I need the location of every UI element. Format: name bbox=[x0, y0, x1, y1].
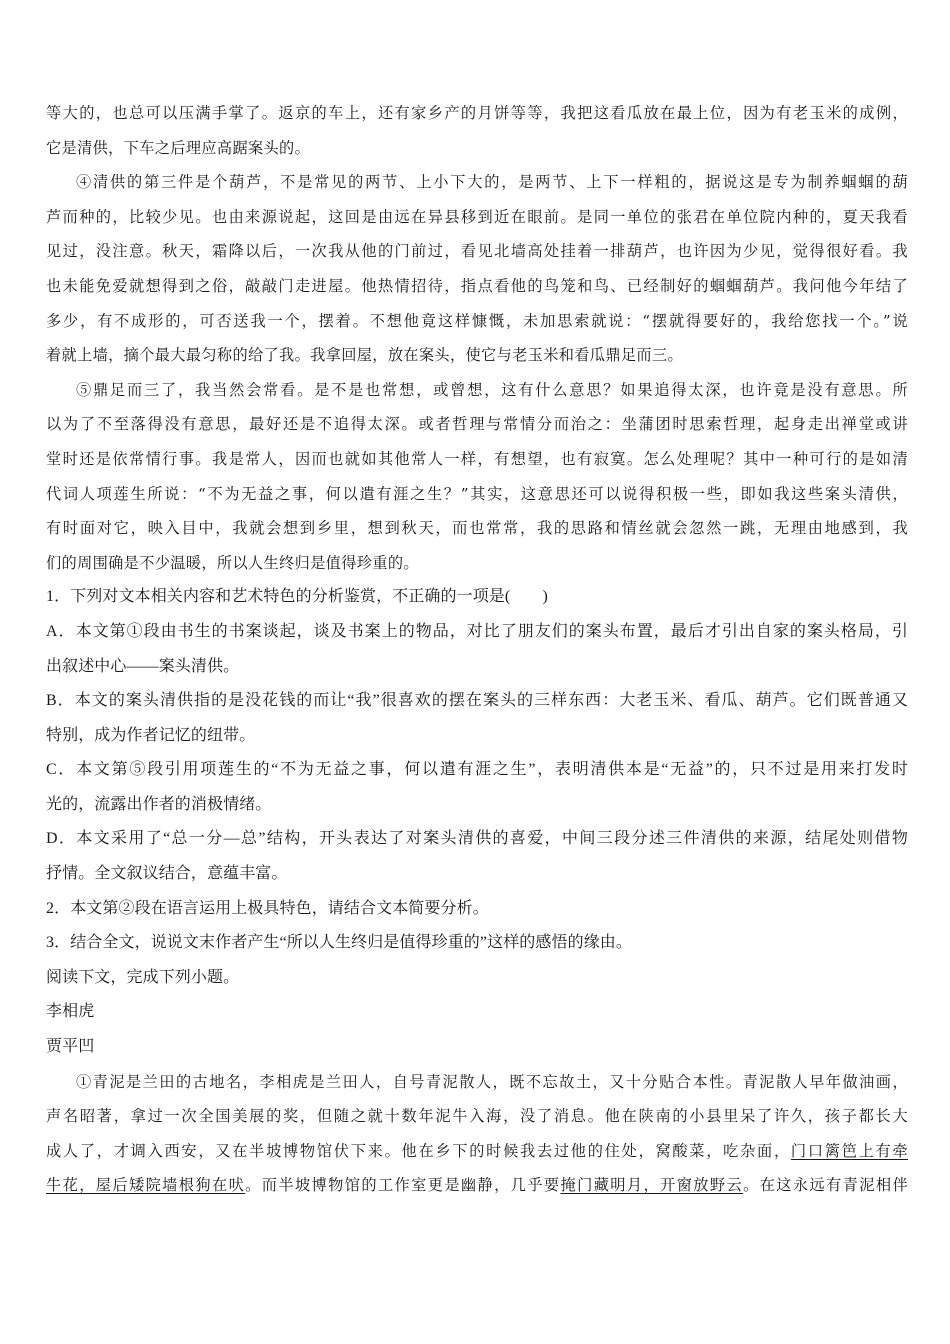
question-1-stem: 1．下列对文本相关内容和艺术特色的分析鉴赏，不正确的一项是( ) bbox=[46, 588, 548, 606]
passage1-p4-line-2: 芦而种的，比较少见。也由来源说起，这回是由远在异县移到近在眼前。是同一单位的张君在单位院内种的，夏天我看 bbox=[46, 207, 908, 226]
underlined-phrase-2: 掩门藏明月，开窗放野云 bbox=[560, 1176, 744, 1195]
passage1-p4-line-5: 多少，有不成形的，可否送我一个，摆着。不想他竟这样慷慨，未加思索就说：“摆就得要好的，我给您找一个。”说 bbox=[46, 311, 908, 330]
option-c-line-1: C．本文第⑤段引用项莲生的“不为无益之事，何以遣有涯之生”，表明清供本是“无益”的，只不过是用来打发时 bbox=[46, 761, 908, 779]
passage1-p5-line-1: ⑤鼎足而三了，我当然会常看。是不是也常想，或曾想，这有什么意思？如果追得太深，也许竟是没有意思。所 bbox=[76, 380, 908, 399]
question-2: 2．本文第②段在语言运用上极具特色，请结合文本简要分析。 bbox=[46, 899, 489, 917]
passage2-title: 李相虎 bbox=[46, 1003, 95, 1021]
underlined-phrase-1a: 门口篱笆上有牵 bbox=[790, 1141, 909, 1160]
passage1-p5-line-4: 代词人项莲生所说：“不为无益之事，何以遣有涯之生？”其实，这意思还可以说得积极一些，即如我这些案头清供， bbox=[46, 484, 908, 503]
option-b-line-1: B．本文的案头清供指的是没花钱的而让“我”很喜欢的摆在案头的三样东西：大老玉米、看瓜、葫芦。它们既普通又 bbox=[46, 692, 908, 710]
passage1-p4-line-1: ④清供的第三件是个葫芦，不是常见的两节、上小下大的，是两节、上下一样粗的，据说这是专为制养蝈蝈的葫 bbox=[76, 173, 908, 192]
passage2-p1-line-4-end: 。在这永远有青泥相伴 bbox=[743, 1176, 909, 1195]
passage1-p3-line-1: 等大的，也总可以压满手掌了。返京的车上，还有家乡产的月饼等等，我把这看瓜放在最上位，因为有老玉米的成例， bbox=[46, 104, 908, 122]
passage1-p4-line-4: 也未能免爱就想得到之俗，敲敲门走进屋。他热情招待，指点看他的鸟笼和鸟、已经制好的蝈蝈葫芦。我问他今年结了 bbox=[46, 276, 908, 295]
passage2-p1-line-4 bbox=[46, 1168, 908, 1203]
passage1-p5-line-5: 有时面对它，映入目中，我就会想到乡里，想到秋天，而也常常，我的思路和情丝就会忽然一跳，无理由地感到，我 bbox=[46, 519, 908, 538]
passage2-p1-line-3 bbox=[46, 1134, 908, 1169]
option-d-line-2: 抒情。全文叙议结合，意蕴丰富。 bbox=[46, 865, 288, 883]
option-c-line-2: 光的，流露出作者的消极情绪。 bbox=[46, 795, 272, 813]
underlined-phrase-1b: 牛花，屋后矮院墙根狗在吠 bbox=[46, 1176, 246, 1195]
option-b-line-2: 特别，成为作者记忆的纽带。 bbox=[46, 726, 256, 744]
passage1-p3-line-2: 它是清供，下车之后理应高踞案头的。 bbox=[46, 138, 311, 157]
passage2-p1-line-4-mid: 。而半坡博物馆的工作室更是幽静，几乎要 bbox=[245, 1176, 561, 1195]
passage2-p1-line-1: ①青泥是兰田的古地名，李相虎是兰田人，自号青泥散人，既不忘故土，又十分贴合本性。青泥散人早年做油画， bbox=[76, 1072, 908, 1091]
passage1-p5-line-2: 以为了不至落得没有意思，最好还是不追得太深。或者哲理与常情分而治之：坐蒲团时思索哲理，起身走出禅堂或讲 bbox=[46, 415, 908, 434]
option-a-line-2: 出叙述中心——案头清供。 bbox=[46, 657, 240, 675]
passage2-p1-line-3-text: 成人了，才调入西安，又在半坡博物馆伏下来。他在乡下的时候我去过他的住处，窝酸菜，吃杂面， bbox=[46, 1141, 791, 1160]
question-3: 3．结合全文，说说文末作者产生“所以人生终归是值得珍重的”这样的感悟的缘由。 bbox=[46, 934, 633, 952]
passage1-p4-line-3: 见过，没注意。秋天，霜降以后，一次我从他的门前过，看见北墙高处挂着一排葫芦，也许因为少见，觉得很好看。我 bbox=[46, 242, 908, 261]
reading-instruction: 阅读下文，完成下列小题。 bbox=[46, 968, 240, 986]
passage2-author: 贾平凹 bbox=[46, 1038, 95, 1056]
option-a-line-1: A．本文第①段由书生的书案谈起，谈及书案上的物品，对比了朋友们的案头布置，最后才引出自家的案头格局，引 bbox=[46, 622, 908, 640]
passage1-p5-line-3: 堂时还是依常情行事。我是常人，因而也就如其他常人一样，有想望，也有寂寞。怎么处理呢？其中一种可行的是如清 bbox=[46, 449, 908, 468]
passage2-p1-line-2: 声名昭著，拿过一次全国美展的奖，但随之就十数年泥牛入海，没了消息。他在陕南的小县里呆了许久，孩子都长大 bbox=[46, 1107, 908, 1126]
passage1-p4-line-6: 着就上墙，摘个最大最匀称的给了我。我拿回屋，放在案头，使它与老玉米和看瓜鼎足而三。 bbox=[46, 346, 684, 365]
document-page bbox=[46, 96, 908, 1203]
option-d-line-1: D．本文采用了“总一分—总”结构，开头表达了对案头清供的喜爱，中间三段分述三件清供的来源，结尾处则借物 bbox=[46, 830, 908, 848]
passage1-p5-line-6: 们的周围确是不少温暖，所以人生终归是值得珍重的。 bbox=[46, 553, 419, 572]
